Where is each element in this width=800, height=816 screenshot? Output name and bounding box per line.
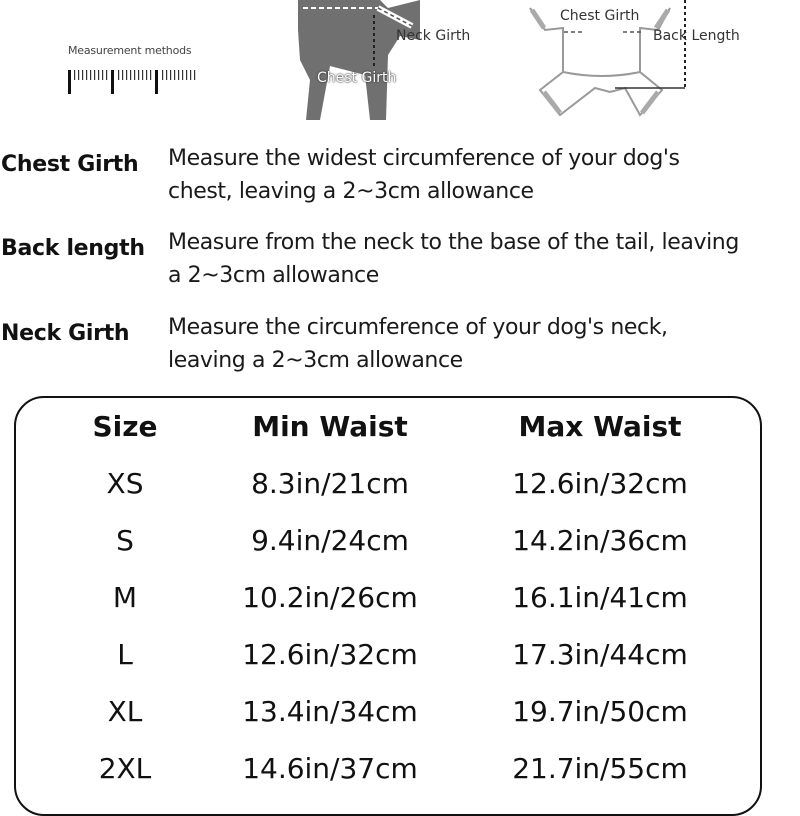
description-term: Chest Girth [1, 152, 139, 177]
garment-outline-icon [520, 0, 760, 125]
description-text-line2: a 2~3cm allowance [168, 263, 379, 288]
header-size: Size [92, 410, 158, 443]
cell-max-waist: 16.1in/41cm [512, 581, 688, 614]
cell-min-waist: 13.4in/34cm [242, 695, 418, 728]
dog-silhouette-icon [270, 0, 490, 125]
dog-neck-girth-label: Neck Girth [396, 28, 471, 44]
garment-chest-girth-label: Chest Girth [560, 8, 640, 24]
cell-size: XS [106, 467, 144, 500]
table-row [0, 695, 800, 751]
garment-back-length-label: Back Length [653, 28, 740, 44]
measurement-methods-label: Measurement methods [68, 44, 192, 57]
description-term: Back length [1, 236, 145, 261]
cell-min-waist: 10.2in/26cm [242, 581, 418, 614]
cell-max-waist: 21.7in/55cm [512, 752, 688, 785]
dog-measurement-diagram [270, 0, 490, 125]
cell-max-waist: 19.7in/50cm [512, 695, 688, 728]
description-term: Neck Girth [1, 321, 130, 346]
cell-min-waist: 12.6in/32cm [242, 638, 418, 671]
description-text-line1: Measure the widest circumference of your dog's [168, 146, 680, 171]
description-text-line2: leaving a 2~3cm allowance [168, 348, 463, 373]
cell-max-waist: 12.6in/32cm [512, 467, 688, 500]
cell-size: XL [107, 695, 143, 728]
description-text-line1: Measure the circumference of your dog's neck, [168, 315, 668, 340]
cell-min-waist: 9.4in/24cm [251, 524, 409, 557]
header-min-waist: Min Waist [252, 410, 408, 443]
table-row [0, 467, 800, 523]
description-text-line1: Measure from the neck to the base of the tail, leaving [168, 230, 739, 255]
cell-size: 2XL [98, 752, 152, 785]
table-row [0, 524, 800, 580]
header-max-waist: Max Waist [518, 410, 682, 443]
cell-max-waist: 14.2in/36cm [512, 524, 688, 557]
cell-min-waist: 8.3in/21cm [251, 467, 409, 500]
cell-size: L [117, 638, 133, 671]
cell-min-waist: 14.6in/37cm [242, 752, 418, 785]
description-text-line2: chest, leaving a 2~3cm allowance [168, 179, 534, 204]
dog-chest-girth-label: Chest Girth [317, 70, 397, 86]
cell-size: S [116, 524, 134, 557]
table-row [0, 638, 800, 694]
cell-size: M [112, 581, 138, 614]
ruler-icon [68, 68, 198, 96]
cell-max-waist: 17.3in/44cm [512, 638, 688, 671]
table-row [0, 581, 800, 637]
size-table-header [0, 410, 800, 466]
garment-measurement-diagram [520, 0, 760, 125]
